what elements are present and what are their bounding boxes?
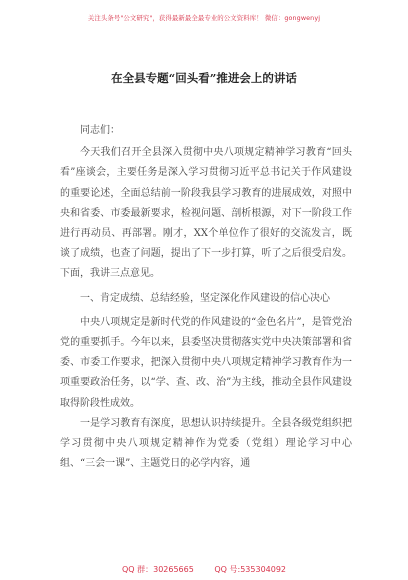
document-title: 在全县专题“回头看”推进会上的讲话 [111, 71, 297, 85]
body-paragraph: 一是学习教育有深度，思想认识持续提升。全县各级党组织把学习贯彻中央八项规定精神作为党委（党组）理论学习中心组、“三会一课”、主题党日的必学内容，通 [60, 417, 352, 470]
body-paragraph: 中央八项规定是新时代党的作风建设的“金色名片”，是管党治党的重要抓手。今年以来，县委坚决贯彻落实党中央决策部署和省委、市委工作要求，把深入贯彻中央八项规定精神学习教育作为一项重要政治任务，以“学、查、改、治”为主线，推动全县作风建设取得阶段性成效。 [60, 316, 352, 409]
footer-qq-number: QQ 号:535304092 [214, 565, 287, 574]
document-body [60, 121, 352, 474]
salutation: 同志们： [80, 125, 120, 136]
header-promo-note: 关注头条号"公文研究"，获得最新最全最专业的公文资料库！ 微信：gongwenyj [87, 14, 321, 22]
section-heading: 一、肯定成绩、总结经验，坚定深化作风建设的信心决心 [80, 292, 330, 304]
footer-qq-group: QQ 群：30265665 [121, 565, 194, 574]
body-paragraph: 今天我们召开全县深入贯彻中央八项规定精神学习教育“回头看”座谈会，主要任务是深入学习贯彻习近平总书记关于作风建设的重要论述，全面总结前一阶段我县学习教育的进展成效，对照中央和省委、市委最新要求，检视问题、剖析根源，对下一阶段工作进行再动员、再部署。刚才，XX个单位作了很好的交流发言，既谈了成绩，也查了问题，提出了下一步打算，听了之后很受启发。下面，我讲三点意见。 [60, 147, 352, 280]
footer-contact-bar [0, 560, 408, 580]
